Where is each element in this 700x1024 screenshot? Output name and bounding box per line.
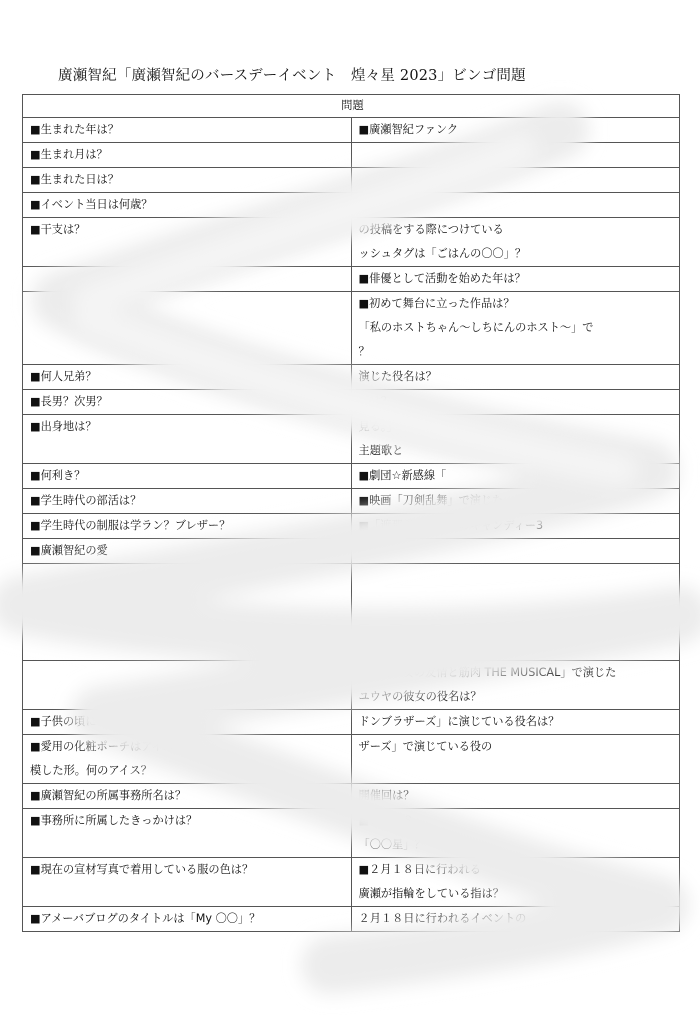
question-cell-right <box>351 292 680 365</box>
question-text <box>30 661 347 685</box>
question-cell-right <box>351 390 680 415</box>
question-cell-right <box>351 858 680 907</box>
question-text: ッシュタグは「ごはんの〇〇」？ <box>358 247 527 260</box>
question-cell-left <box>23 784 352 809</box>
question-cell-right <box>351 365 680 390</box>
question-text <box>359 539 676 563</box>
question-cell-left <box>23 809 352 858</box>
table-row <box>23 415 680 464</box>
question-text: ■生まれ月は？ <box>30 148 108 161</box>
question-text: ■生まれた年は？ <box>30 123 119 136</box>
table-row <box>23 118 680 143</box>
question-cell-left <box>23 193 352 218</box>
table-header-row <box>23 95 680 118</box>
table-row <box>23 489 680 514</box>
question-cell-right <box>351 907 680 932</box>
question-cell-left <box>23 858 352 907</box>
table-row <box>23 858 680 907</box>
question-text: ■学生時代の部活は？ <box>30 494 142 507</box>
question-cell-left <box>23 143 352 168</box>
question-text: 名は？ <box>358 395 393 408</box>
question-text: ■出身地は？ <box>30 420 97 433</box>
table-row <box>23 710 680 735</box>
table-row <box>23 292 680 365</box>
question-text: 「〇〇星」？ <box>358 838 426 851</box>
question-text <box>30 292 347 316</box>
question-cell-right <box>351 143 680 168</box>
question-cell-right <box>351 464 680 489</box>
question-text: ？ <box>358 345 370 358</box>
question-text <box>30 833 347 857</box>
question-text: ２月１８日に行われるイベントの <box>358 912 527 925</box>
question-text: ■初めて舞台に立った作品は？ <box>358 297 515 310</box>
question-text <box>30 340 347 364</box>
question-text: 主題歌と <box>358 444 404 457</box>
question-text: ザーズ」で演じている役の <box>358 740 493 753</box>
table-row <box>23 661 680 710</box>
question-text: 「私のホストちゃん〜しちにんのホスト〜」で <box>358 321 594 334</box>
question-text: 演じた役名は？ <box>358 370 437 383</box>
question-text: ■現在の宣材写真で着用している服の色は？ <box>30 863 254 876</box>
question-table <box>22 94 680 932</box>
question-text: ■何利き？ <box>30 469 86 482</box>
question-cell-left <box>23 365 352 390</box>
question-text: ■干支は？ <box>30 223 86 236</box>
question-cell-left <box>23 514 352 539</box>
question-text: 廣瀬が指輪をしている指は？ <box>358 887 504 900</box>
question-text: 見る。」 <box>358 420 398 433</box>
table-row <box>23 193 680 218</box>
table-row <box>23 143 680 168</box>
question-cell-right <box>351 735 680 784</box>
question-text: ■２月１８ <box>358 814 414 827</box>
question-cell-right <box>351 514 680 539</box>
question-text: ■廣瀬智紀ファンク <box>358 123 459 136</box>
question-text: 会場名は？ <box>358 641 415 654</box>
table-row <box>23 564 680 661</box>
question-cell-right <box>351 809 680 858</box>
question-text: ■２月１８日に行われる <box>358 863 481 876</box>
question-text <box>359 759 676 783</box>
table-row <box>23 168 680 193</box>
question-text <box>30 636 347 660</box>
question-cell-left <box>23 735 352 784</box>
question-text <box>359 612 676 636</box>
question-text: ■映画「刀剣乱舞」で演じた <box>358 494 504 507</box>
question-text <box>30 564 347 588</box>
question-text <box>359 143 676 167</box>
question-cell-right <box>351 784 680 809</box>
question-text: ドンブラザーズ」に演じている役名は？ <box>358 715 560 728</box>
question-cell-left <box>23 564 352 661</box>
table-row <box>23 514 680 539</box>
question-cell-right <box>351 193 680 218</box>
question-text <box>30 439 347 463</box>
question-cell-right <box>351 118 680 143</box>
question-cell-left <box>23 710 352 735</box>
table-row <box>23 809 680 858</box>
question-text: 模した形。何のアイス？ <box>30 764 152 777</box>
table-row <box>23 784 680 809</box>
question-text: ■生まれた日は？ <box>30 173 119 186</box>
question-text: ■廣瀬智紀の所属事務所名は？ <box>30 789 187 802</box>
table-body <box>23 118 680 932</box>
document-title: 廣瀬智紀「廣瀬智紀のバースデーイベント 煌々星 2023」ビンゴ問題 <box>58 68 526 84</box>
question-cell-right <box>351 415 680 464</box>
question-text: ■俳優として活動を始めた年は？ <box>358 272 526 285</box>
table-row <box>23 539 680 564</box>
question-text <box>359 564 676 588</box>
question-text: ■舞台「女の友情と筋肉 THE MUSICAL」で演じた <box>358 666 617 679</box>
question-cell-left <box>23 168 352 193</box>
question-text: ■長男？次男？ <box>30 395 108 408</box>
question-text: 開催回は？ <box>358 789 415 802</box>
table-row <box>23 735 680 784</box>
question-cell-left <box>23 218 352 267</box>
question-text <box>30 588 347 612</box>
question-cell-left <box>23 390 352 415</box>
question-cell-left <box>23 539 352 564</box>
question-text: ユウヤの彼女の役名は？ <box>358 690 482 703</box>
question-text <box>30 685 347 709</box>
question-text <box>359 168 676 192</box>
question-text: ■事務所に所属したきっかけは？ <box>30 814 198 827</box>
question-cell-left <box>23 489 352 514</box>
question-text <box>359 193 676 217</box>
question-text: ■アメーバブログのタイトルは「My 〇〇」？ <box>30 912 261 925</box>
table-row <box>23 267 680 292</box>
question-text: ■学生時代の制服は学ラン？ブレザー？ <box>30 519 231 532</box>
table-row <box>23 390 680 415</box>
question-cell-left <box>23 118 352 143</box>
question-cell-left <box>23 907 352 932</box>
question-text: ■イベント当日は何歳？ <box>30 198 153 211</box>
question-cell-right <box>351 564 680 661</box>
question-text: ■子供の頃に <box>30 715 97 728</box>
question-cell-right <box>351 168 680 193</box>
question-text <box>359 588 676 612</box>
question-text: ■「遮那王〜お江戸のキャンディー3 <box>358 519 544 532</box>
question-cell-left <box>23 464 352 489</box>
question-cell-left <box>23 661 352 710</box>
question-text <box>30 612 347 636</box>
question-text: ■何人兄弟？ <box>30 370 97 383</box>
question-text <box>30 267 347 291</box>
question-cell-left <box>23 292 352 365</box>
table-row <box>23 907 680 932</box>
table-header: 問題 <box>23 95 680 118</box>
question-cell-right <box>351 661 680 710</box>
question-cell-right <box>351 218 680 267</box>
question-text <box>30 242 347 266</box>
question-text <box>30 316 347 340</box>
question-cell-right <box>351 710 680 735</box>
question-text: ■劇団☆新感線「 <box>358 469 447 482</box>
question-cell-right <box>351 267 680 292</box>
table-row <box>23 218 680 267</box>
table-row <box>23 464 680 489</box>
question-cell-left <box>23 415 352 464</box>
question-text: ■廣瀬智紀の愛 <box>30 544 108 557</box>
question-text: の投稿をする際につけている <box>358 223 504 236</box>
question-cell-right <box>351 489 680 514</box>
table-row <box>23 365 680 390</box>
question-cell-right <box>351 539 680 564</box>
question-text: ■愛用の化粧ポーチはアイスも <box>30 740 185 753</box>
question-cell-left <box>23 267 352 292</box>
question-text <box>30 882 347 906</box>
